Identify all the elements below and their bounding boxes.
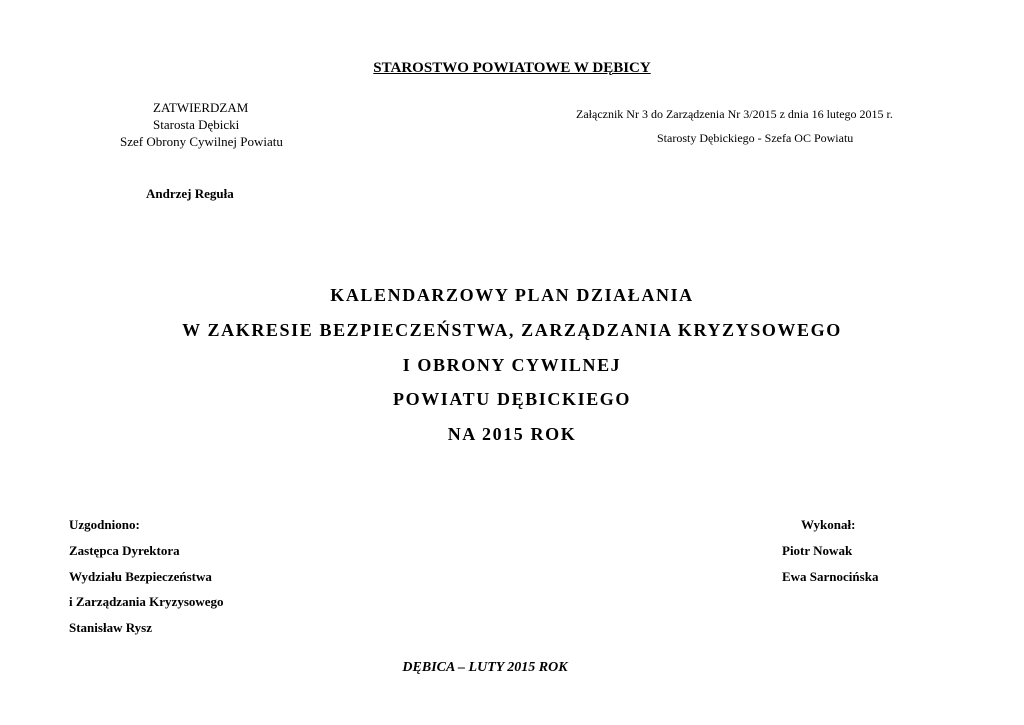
title-line: NA 2015 ROK xyxy=(447,424,577,444)
approval-role-starosta: Starosta Dębicki xyxy=(153,117,240,132)
title-line: W ZAKRESIE BEZPIECZEŃSTWA, ZARZĄDZANIA KRYZYSOWEGO xyxy=(182,320,842,340)
title-line: KALENDARZOWY PLAN DZIAŁANIA xyxy=(330,285,694,305)
approval-heading: ZATWIERDZAM xyxy=(153,100,249,115)
approval-role-civil-defense: Szef Obrony Cywilnej Powiatu xyxy=(120,134,283,149)
prepared-name: Ewa Sarnocińska xyxy=(782,569,879,584)
annex-reference: Załącznik Nr 3 do Zarządzenia Nr 3/2015 z dnia 16 lutego 2015 r. xyxy=(576,107,893,121)
institution-header: STAROSTWO POWIATOWE W DĘBICY xyxy=(373,60,651,76)
agreed-line: Wydziału Bezpieczeństwa xyxy=(69,569,212,584)
title-line: POWIATU DĘBICKIEGO xyxy=(393,389,631,409)
prepared-name: Piotr Nowak xyxy=(782,543,853,558)
place-date-footer: DĘBICA – LUTY 2015 ROK xyxy=(402,660,568,675)
agreed-signer-name: Stanisław Rysz xyxy=(69,620,152,635)
agreed-line: i Zarządzania Kryzysowego xyxy=(69,594,224,609)
agreed-line: Zastępca Dyrektora xyxy=(69,543,180,558)
prepared-heading: Wykonał: xyxy=(801,517,856,532)
annex-issuer: Starosty Dębickiego - Szefa OC Powiatu xyxy=(657,131,854,145)
title-line: I OBRONY CYWILNEJ xyxy=(402,355,622,375)
agreed-heading: Uzgodniono: xyxy=(69,517,140,532)
approval-signer-name: Andrzej Reguła xyxy=(146,186,234,201)
